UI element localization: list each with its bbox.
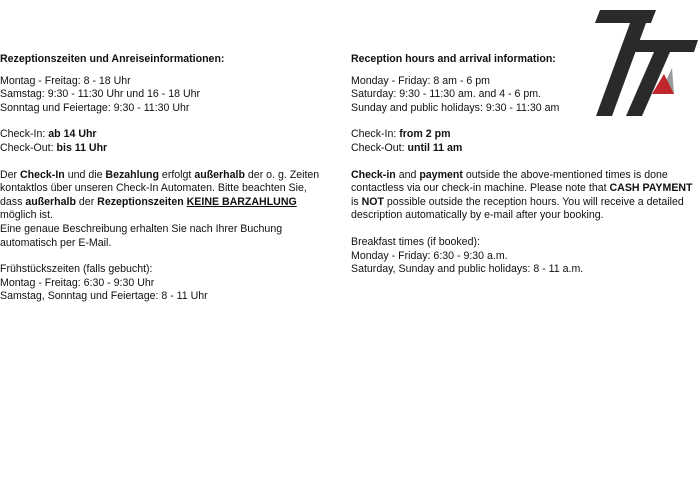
en-payment-info — [351, 169, 696, 223]
de-payment-info — [0, 169, 330, 251]
english-column — [351, 53, 696, 290]
german-column — [0, 53, 330, 317]
de-payment-text — [0, 169, 330, 223]
de-p1-text: möglich ist. — [0, 209, 53, 222]
de-p1-bold: Bezahlung — [105, 168, 159, 181]
de-breakfast-heading: Frühstückszeiten (falls gebucht): — [0, 263, 153, 276]
logo-t2-bar — [628, 40, 698, 52]
en-checkin-label: Check-In: — [351, 128, 400, 141]
en-hours-saturday: Saturday: 9:30 - 11:30 am. and 4 - 6 pm. — [351, 88, 542, 101]
en-breakfast-heading: Breakfast times (if booked): — [351, 235, 480, 248]
de-checkout — [0, 142, 330, 156]
de-hours-sunday: Sonntag und Feiertage: 9:30 - 11:30 Uhr — [0, 101, 190, 114]
en-checkin-value: from 2 pm — [399, 128, 451, 141]
de-hours-weekday: Montag - Freitag: 8 - 18 Uhr — [0, 74, 131, 87]
de-breakfast-weekend: Samstag, Sonntag und Feiertage: 8 - 11 Uhr — [0, 290, 208, 303]
en-p1-bold: NOT — [361, 195, 384, 208]
de-heading: Rezeptionszeiten und Anreiseinformationen: — [0, 53, 225, 65]
en-breakfast-weekday: Monday - Friday: 6:30 - 9:30 a.m. — [351, 249, 508, 262]
de-checkin-value: ab 14 Uhr — [48, 128, 97, 141]
en-reception-hours — [351, 75, 696, 116]
en-payment-text — [351, 169, 696, 223]
logo-t1-bar — [595, 10, 656, 23]
en-checkout — [351, 142, 696, 156]
de-p1-text: erfolgt — [158, 168, 195, 181]
de-p1-bold: außerhalb — [194, 168, 245, 181]
en-p1-text: outside the above-mentioned times is done contactless via our check-in machine. Please note that — [351, 168, 668, 195]
en-p1-text: is — [351, 195, 362, 208]
de-p1-text: der o. g. Zeiten kontaktlos über unseren Check-In Automaten. Bitte beachten Sie, dass — [0, 168, 320, 208]
de-checkin-label: Check-In: — [0, 128, 49, 141]
en-breakfast — [351, 236, 696, 277]
de-email-note: Eine genaue Beschreibung erhalten Sie nach Ihrer Buchung automatisch per E-Mail. — [0, 222, 283, 249]
en-p1-bold: payment — [419, 168, 463, 181]
en-checkout-label: Check-Out: — [351, 141, 408, 154]
de-p1-no-cash: KEINE BARZAHLUNG — [186, 195, 297, 208]
en-breakfast-weekend: Saturday, Sunday and public holidays: 8 - 11 a.m. — [351, 263, 584, 276]
de-p1-bold: außerhalb — [25, 195, 76, 208]
de-hours-saturday: Samstag: 9:30 - 11:30 Uhr und 16 - 18 Uhr — [0, 88, 201, 101]
de-reception-hours — [0, 75, 330, 116]
en-checkin — [351, 128, 696, 142]
de-checkout-value: bis 11 Uhr — [56, 141, 108, 154]
en-heading: Reception hours and arrival information: — [351, 53, 556, 65]
de-checkout-label: Check-Out: — [0, 141, 57, 154]
de-checkin — [0, 128, 330, 142]
en-checkout-value: until 11 am — [407, 141, 463, 154]
de-p1-text: und die — [64, 168, 106, 181]
de-checkin-times — [0, 128, 330, 155]
en-p1-text: and — [395, 168, 420, 181]
de-p1-bold: Rezeptionszeiten — [97, 195, 184, 208]
en-checkin-times — [351, 128, 696, 155]
de-p1-text: der — [75, 195, 98, 208]
en-p1-bold: CASH PAYMENT — [609, 182, 693, 195]
de-p1-bold: Check-In — [20, 168, 65, 181]
en-hours-weekday: Monday - Friday: 8 am - 6 pm — [351, 74, 490, 87]
en-p1-text: possible outside the reception hours. You will receive a detailed description automatically by e-mail after your booking. — [351, 195, 684, 222]
en-p1-bold: Check-in — [351, 168, 396, 181]
de-breakfast — [0, 263, 330, 304]
de-p1-text: Der — [0, 168, 21, 181]
de-breakfast-weekday: Montag - Freitag: 6:30 - 9:30 Uhr — [0, 276, 155, 289]
en-hours-sunday: Sunday and public holidays: 9:30 - 11:30 am — [351, 101, 560, 114]
